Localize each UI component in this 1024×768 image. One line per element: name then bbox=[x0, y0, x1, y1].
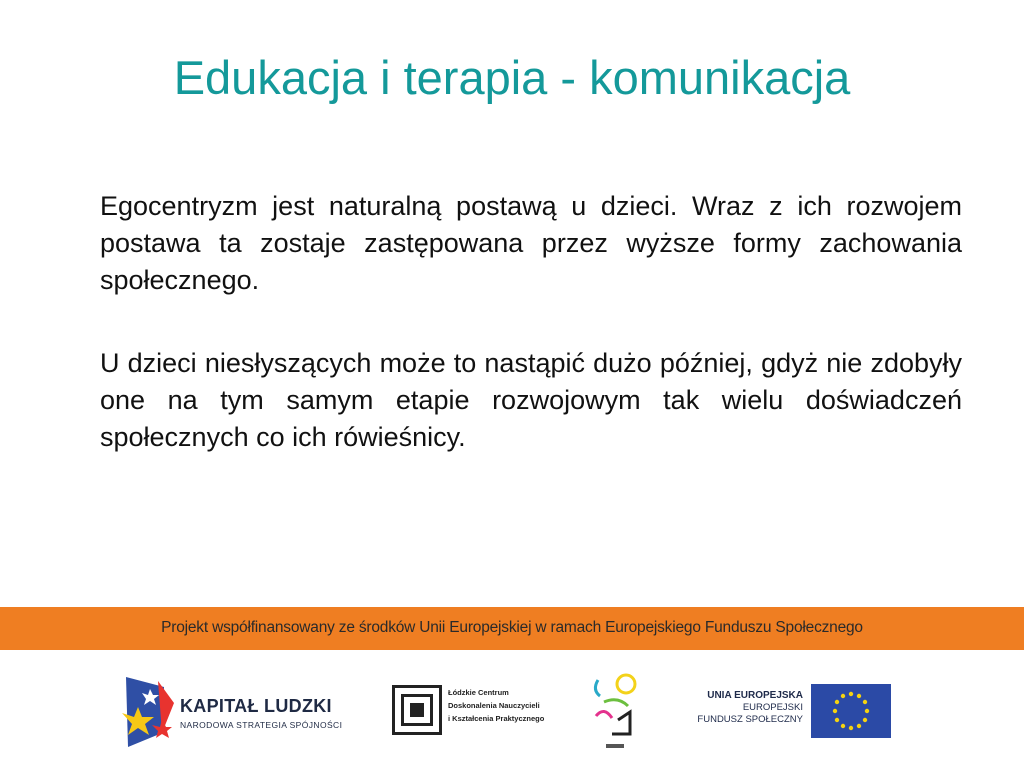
cofinancing-statement: Projekt współfinansowany ze środków Unii Europejskiej w ramach Europejskiego Funduszu Społecznego bbox=[161, 619, 863, 636]
footer-band bbox=[0, 607, 1024, 650]
paragraph-1: Egocentryzm jest naturalną postawą u dzieci. Wraz z ich rozwojem postawa ta zostaje zastępowana przez wyższe formy zachowania społecznego. bbox=[100, 191, 962, 295]
eu-text bbox=[690, 690, 803, 726]
eu-flag-icon bbox=[811, 684, 891, 738]
ldc-line-1: Łódzkie Centrum bbox=[448, 688, 509, 697]
slide-title: Edukacja i terapia - komunikacja bbox=[173, 51, 851, 104]
kapital-ludzki-title: KAPITAŁ LUDZKI bbox=[180, 696, 332, 716]
eu-line-3: FUNDUSZ SPOŁECZNY bbox=[697, 714, 803, 725]
eu-logo bbox=[0, 668, 900, 758]
kapital-ludzki-subtitle: NARODOWA STRATEGIA SPÓJNOŚCI bbox=[180, 720, 343, 730]
logo-strip bbox=[0, 668, 1024, 758]
eu-line-2: EUROPEJSKI bbox=[742, 702, 803, 713]
ldc-line-2: Doskonalenia Nauczycieli bbox=[448, 701, 540, 710]
slide-body bbox=[100, 188, 962, 502]
paragraph-2: U dzieci niesłyszących może to nastąpić dużo później, gdyż nie zdobyły one na tym samym etapie rozwojowym tak wielu doświadczeń społecznych co ich rówieśnicy. bbox=[100, 348, 962, 452]
eu-line-1: UNIA EUROPEJSKA bbox=[707, 690, 803, 701]
ldc-line-3: i Kształcenia Praktycznego bbox=[448, 714, 545, 723]
